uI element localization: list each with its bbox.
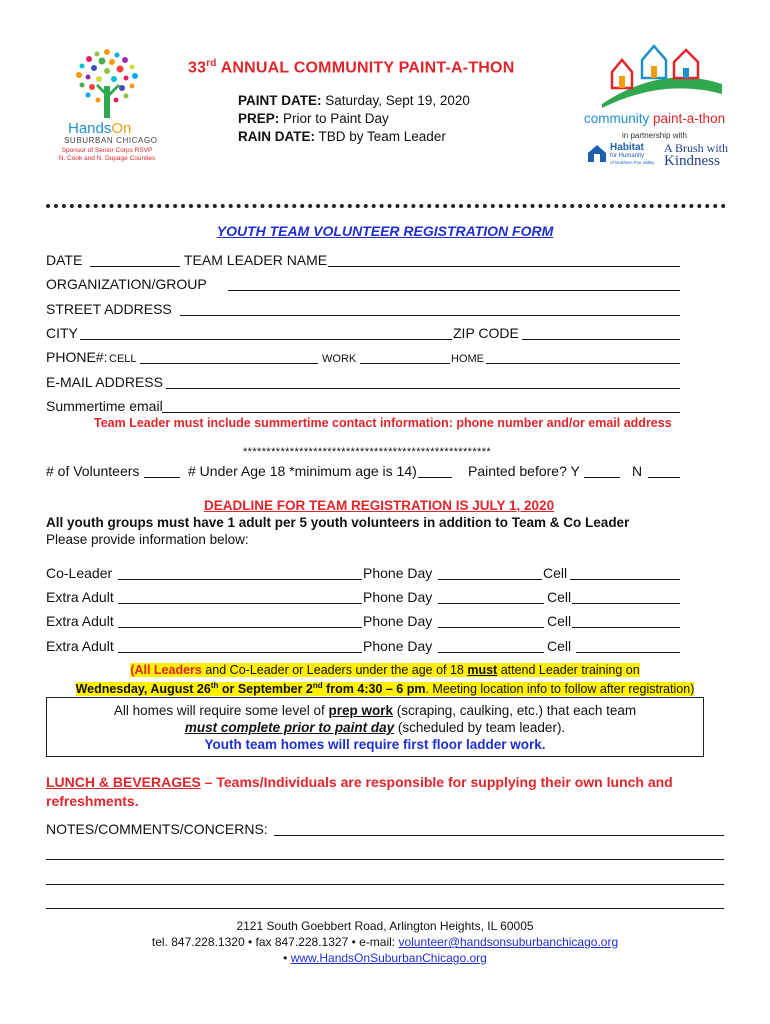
event-title: 33rd ANNUAL COMMUNITY PAINT-A-THON <box>188 58 515 77</box>
brush-with-kindness-logo: A Brush with Kindness <box>664 141 729 169</box>
notes-field-line-2[interactable] <box>46 859 724 860</box>
co-leader-label: Co-Leader <box>46 565 113 581</box>
extra-adult-label: Extra Adult <box>46 613 114 629</box>
work-label: WORK <box>322 353 357 365</box>
phone-day-label: Phone Day <box>363 565 433 581</box>
notes-field-line-3[interactable] <box>46 884 724 885</box>
team-leader-name-label: TEAM LEADER NAME <box>184 252 328 268</box>
co-leader-cell-field[interactable] <box>570 579 680 580</box>
street-address-label: STREET ADDRESS <box>46 301 172 317</box>
dot-tree-icon <box>52 44 162 122</box>
home-label: HOME <box>451 353 484 365</box>
painted-before-label: Painted before? Y <box>468 463 580 479</box>
suburban-chicago-text: SUBURBAN CHICAGO <box>64 136 158 145</box>
summertime-note: Team Leader must include summertime contact information: phone number and/or email address <box>94 416 672 430</box>
summertime-email-field[interactable] <box>162 412 680 413</box>
under-18-field[interactable] <box>418 477 452 478</box>
cell-label: Cell <box>547 638 572 654</box>
lunch-notice: LUNCH & BEVERAGES – Teams/Individuals are responsible for supplying their own lunch and refreshments. <box>46 774 673 809</box>
phone-day-label: Phone Day <box>363 613 433 629</box>
cell-phone-field[interactable] <box>140 363 318 364</box>
paint-a-thon-wordmark: community paint-a-thon <box>584 111 726 126</box>
email-link[interactable]: volunteer@handsonsuburbanchicago.org <box>398 935 619 949</box>
email-field[interactable] <box>166 388 680 389</box>
zip-code-field[interactable] <box>522 339 680 340</box>
notes-field-line-1[interactable] <box>274 835 724 836</box>
organization-field[interactable] <box>228 290 680 291</box>
extra-adult-name-field[interactable] <box>118 627 362 628</box>
extra-adult-phone-field[interactable] <box>438 627 544 628</box>
partnership-text: in partnership with <box>622 131 687 140</box>
street-address-field[interactable] <box>180 315 680 316</box>
team-leader-name-field[interactable] <box>328 266 680 267</box>
adult-rule-text: All youth groups must have 1 adult per 5 youth volunteers in addition to Team & Co Leader <box>46 515 630 530</box>
under-18-label: # Under Age 18 *minimum age is 14) <box>188 463 417 479</box>
extra-adult-cell-field[interactable] <box>576 652 680 653</box>
cell-label: Cell <box>547 589 572 605</box>
extra-adult-name-field[interactable] <box>118 603 362 604</box>
extra-adult-cell-field[interactable] <box>572 627 680 628</box>
date-label: DATE <box>46 252 83 268</box>
summertime-email-label: Summertime email <box>46 398 163 414</box>
website-link[interactable]: www.HandsOnSuburbanChicago.org <box>290 951 487 965</box>
extra-adult-phone-field[interactable] <box>438 652 544 653</box>
phone-day-label: Phone Day <box>363 589 433 605</box>
rain-date: RAIN DATE: TBD by Team Leader <box>238 129 446 144</box>
city-label: CITY <box>46 325 78 341</box>
dotted-divider <box>46 204 726 208</box>
footer-website: • www.HandsOnSuburbanChicago.org <box>283 951 487 965</box>
volunteers-field[interactable] <box>144 477 180 478</box>
co-leader-phone-field[interactable] <box>438 579 542 580</box>
extra-adult-cell-field[interactable] <box>572 603 680 604</box>
deadline-text: DEADLINE FOR TEAM REGISTRATION IS JULY 1, 2020 <box>204 498 555 513</box>
phone-label: PHONE#: <box>46 349 108 365</box>
paint-a-thon-logo <box>582 44 742 174</box>
organization-label: ORGANIZATION/GROUP <box>46 276 207 292</box>
stars-divider: ***************************************************** <box>243 446 492 458</box>
cell-label: Cell <box>547 613 572 629</box>
footer-address: 2121 South Goebbert Road, Arlington Heights, IL 60005 <box>236 919 534 933</box>
painted-no-label: N <box>632 463 643 479</box>
houses-icon <box>582 44 732 110</box>
notes-label: NOTES/COMMENTS/CONCERNS: <box>46 821 268 837</box>
zip-code-label: ZIP CODE <box>453 325 519 341</box>
habitat-logo: Habitat for Humanity of Northern Fox Valley <box>586 142 656 172</box>
extra-adult-name-field[interactable] <box>118 652 362 653</box>
form-title: YOUTH TEAM VOLUNTEER REGISTRATION FORM <box>216 223 554 239</box>
paint-date: PAINT DATE: Saturday, Sept 19, 2020 <box>238 93 470 108</box>
prep-date: PREP: Prior to Paint Day <box>238 111 389 126</box>
phone-day-label: Phone Day <box>363 638 433 654</box>
co-leader-name-field[interactable] <box>118 579 362 580</box>
hands-on-wordmark: HandsOn <box>68 120 132 137</box>
habitat-house-icon <box>586 142 608 164</box>
painted-no-field[interactable] <box>648 477 680 478</box>
painted-yes-field[interactable] <box>584 477 620 478</box>
volunteers-label: # of Volunteers <box>46 463 140 479</box>
home-phone-field[interactable] <box>486 363 680 364</box>
extra-adult-label: Extra Adult <box>46 638 114 654</box>
footer-contact: tel. 847.228.1320 • fax 847.228.1327 • e-mail: volunteer@handsonsuburbanchicago.org <box>151 935 619 949</box>
sponsor-text: Sponsor of Senior Corps RSVP N. Cook and N. Dupage Counties <box>58 147 156 162</box>
cell-label: Cell <box>543 565 568 581</box>
prep-work-box: All homes will require some level of prep work (scraping, caulking, etc.) that each team must complete prior to paint day (scheduled by team leader). Youth team homes will require first floor ladder work. <box>46 697 704 757</box>
event-dates <box>238 92 470 146</box>
city-field[interactable] <box>80 339 452 340</box>
email-label: E-MAIL ADDRESS <box>46 374 163 390</box>
training-notice: (All Leaders and Co-Leader or Leaders under the age of 18 must attend Leader training on Wednesday, August 26th or September 2nd from 4:30 – 6 pm. Meeting location info to follow after registration) <box>75 663 695 697</box>
provide-info-text: Please provide information below: <box>46 532 249 547</box>
extra-adult-phone-field[interactable] <box>438 603 544 604</box>
hands-on-logo <box>52 44 162 174</box>
date-field[interactable] <box>90 266 180 267</box>
notes-field-line-4[interactable] <box>46 908 724 909</box>
extra-adult-label: Extra Adult <box>46 589 114 605</box>
cell-label: CELL <box>109 353 137 365</box>
work-phone-field[interactable] <box>360 363 450 364</box>
